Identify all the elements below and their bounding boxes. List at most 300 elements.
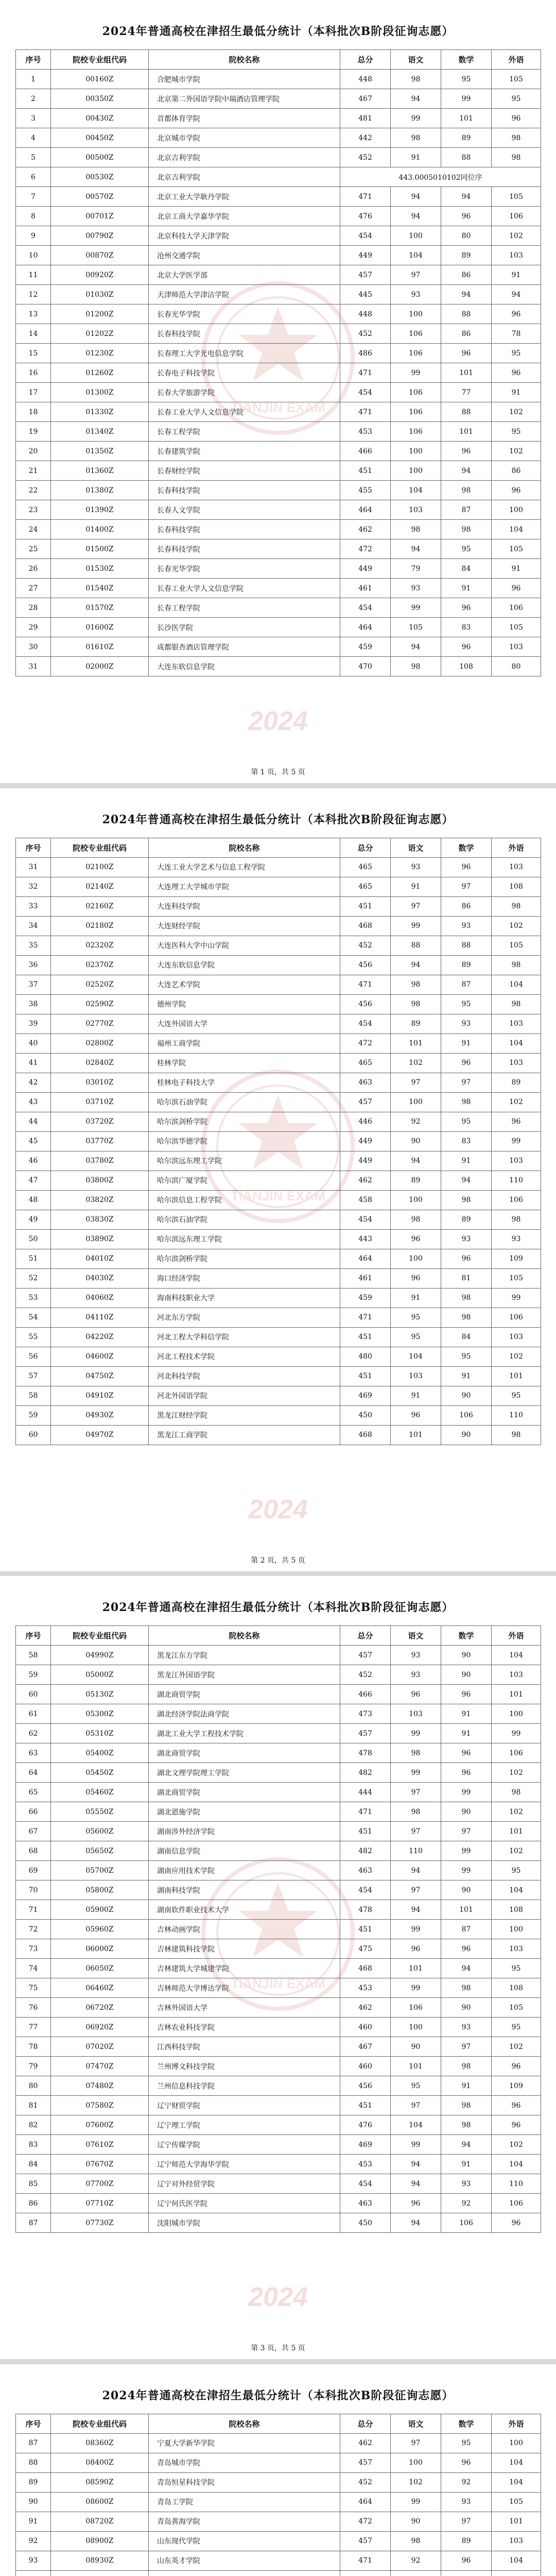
cell-school-name: 沧州交通学院 [149, 246, 340, 265]
cell-total: 442 [340, 128, 391, 148]
cell-math: 83 [441, 1131, 492, 1151]
cell-school-name: 长春人文学院 [149, 500, 340, 520]
cell-school-name: 天津师范大学津沽学院 [149, 285, 340, 304]
cell-total: 453 [340, 422, 391, 442]
cell-school-name: 吉林动画学院 [149, 1920, 340, 1939]
cell-school-name: 长春电子科技学院 [149, 363, 340, 383]
cell-math: 96 [441, 598, 492, 618]
table-row [16, 1014, 541, 1033]
col-header-chinese: 语文 [391, 50, 441, 70]
cell-foreign: 96 [492, 2096, 541, 2115]
cell-total: 471 [340, 1308, 391, 1327]
cell-school-name: 湖南科技学院 [149, 1880, 340, 1900]
cell-foreign: 96 [492, 2115, 541, 2135]
cell-total: 472 [340, 1033, 391, 1053]
table-row [16, 2531, 541, 2551]
table-row [16, 422, 541, 442]
cell-school-name: 长春工业大学人文信息学院 [149, 579, 340, 598]
cell-chinese: 93 [391, 1646, 441, 1665]
cell-school-name: 大连外国语大学 [149, 1014, 340, 1033]
cell-total: 450 [340, 1405, 391, 1425]
cell-chinese: 98 [391, 975, 441, 994]
cell-total: 464 [340, 1249, 391, 1268]
cell-chinese: 102 [391, 2472, 441, 2492]
cell-foreign: 99 [492, 1724, 541, 1743]
cell-school-name: 湖北商贸学院 [149, 1743, 340, 1763]
cell-total: 462 [340, 520, 391, 539]
cell-code: 02770Z [51, 1014, 149, 1033]
cell-chinese: 94 [391, 207, 441, 226]
cell-foreign: 95 [492, 2018, 541, 2037]
cell-school-name: 大连东软信息学院 [149, 657, 340, 676]
cell-total: 457 [340, 1646, 391, 1665]
cell-school-name: 湖北工业大学工程技术学院 [149, 1724, 340, 1743]
cell-code: 07670Z [51, 2155, 149, 2174]
cell-total: 449 [340, 246, 391, 265]
table-row [16, 2213, 541, 2233]
cell-index: 70 [16, 1880, 51, 1900]
cell-index: 45 [16, 1131, 51, 1151]
cell-foreign: 104 [492, 2472, 541, 2492]
cell-chinese: 91 [391, 148, 441, 167]
cell-school-name: 海口经济学院 [149, 1268, 340, 1288]
cell-foreign: 98 [492, 128, 541, 148]
cell-chinese: 101 [391, 1033, 441, 1053]
cell-math: 89 [441, 1210, 492, 1229]
cell-foreign: 105 [492, 539, 541, 559]
cell-chinese: 92 [391, 1112, 441, 1131]
cell-code: 05700Z [51, 1861, 149, 1880]
cell-math: 93 [441, 1229, 492, 1249]
table-row [16, 246, 541, 265]
cell-math: 94 [441, 2135, 492, 2155]
cell-school-name: 辽宁传媒学院 [149, 2135, 340, 2155]
cell-index: 28 [16, 598, 51, 618]
cell-chinese: 101 [391, 1959, 441, 1978]
cell-foreign: 105 [492, 936, 541, 955]
cell-chinese: 90 [391, 2512, 441, 2531]
cell-foreign: 104 [492, 975, 541, 994]
cell-index: 86 [16, 2194, 51, 2213]
cell-math: 97 [441, 2512, 492, 2531]
cell-math: 90 [441, 1802, 492, 1822]
watermark-year: 2024 [248, 706, 308, 736]
col-header-code: 院校专业组代码 [51, 50, 149, 70]
cell-code: 00570Z [51, 187, 149, 207]
cell-total: 473 [340, 1704, 391, 1724]
cell-index: 20 [16, 442, 51, 461]
cell-chinese: 97 [391, 1822, 441, 1841]
cell-foreign: 95 [492, 1861, 541, 1880]
cell-chinese: 106 [391, 402, 441, 422]
cell-total: 457 [340, 1724, 391, 1743]
cell-foreign: 110 [492, 1405, 541, 1425]
cell-code: 07580Z [51, 2096, 149, 2115]
cell-school-name: 湖南信息学院 [149, 1841, 340, 1861]
cell-code: 06000Z [51, 1939, 149, 1959]
cell-index: 33 [16, 896, 51, 916]
cell-foreign: 91 [492, 265, 541, 285]
cell-index: 74 [16, 1959, 51, 1978]
table-row [16, 1880, 541, 1900]
cell-code: 02320Z [51, 936, 149, 955]
cell-total: 456 [340, 955, 391, 975]
cell-math: 108 [441, 657, 492, 676]
cell-foreign: 103 [492, 857, 541, 877]
cell-total: 464 [340, 2492, 391, 2512]
cell-math: 94 [441, 285, 492, 304]
cell-total: 456 [340, 2076, 391, 2096]
cell-total: 454 [340, 2174, 391, 2194]
cell-code: 06920Z [51, 2018, 149, 2037]
cell-school-name: 湖南涉外经济学院 [149, 1822, 340, 1841]
cell-index: 54 [16, 1308, 51, 1327]
cell-note: 443.0005010102同位序 [340, 167, 541, 187]
cell-total: 475 [340, 1939, 391, 1959]
cell-foreign: 95 [492, 422, 541, 442]
cell-code: 04750Z [51, 1366, 149, 1386]
cell-school-name: 河北工程技术学院 [149, 1347, 340, 1366]
cell-total: 471 [340, 1802, 391, 1822]
cell-code: 07730Z [51, 2213, 149, 2233]
table-row [16, 70, 541, 89]
cell-chinese: 99 [391, 109, 441, 128]
cell-school-name: 长春科技学院 [149, 324, 340, 344]
cell-math: 98 [441, 1978, 492, 1998]
cell-school-name: 吉林师范大学博达学院 [149, 1978, 340, 1998]
cell-chinese: 99 [391, 1978, 441, 1998]
cell-school-name: 长春财经学院 [149, 461, 340, 481]
cell-total: 464 [340, 500, 391, 520]
cell-foreign: 80 [492, 657, 541, 676]
table-header-row [16, 2414, 541, 2433]
cell-math: 88 [441, 402, 492, 422]
cell-index: 30 [16, 637, 51, 657]
cell-school-name: 大连工业大学艺术与信息工程学院 [149, 857, 340, 877]
cell-math: 96 [441, 2551, 492, 2570]
cell-code: 00500Z [51, 148, 149, 167]
table-row [16, 1822, 541, 1841]
cell-foreign: 93 [492, 1229, 541, 1249]
cell-code: 03820Z [51, 1190, 149, 1210]
cell-foreign: 86 [492, 461, 541, 481]
cell-math: 89 [441, 246, 492, 265]
cell-chinese: 95 [391, 1308, 441, 1327]
col-header-math: 数学 [441, 838, 492, 857]
table-row [16, 936, 541, 955]
cell-school-name: 大连艺术学院 [149, 975, 340, 994]
cell-index: 60 [16, 1685, 51, 1704]
cell-total: 471 [340, 975, 391, 994]
table-row [16, 1171, 541, 1190]
cell-code: 01202Z [51, 324, 149, 344]
cell-total: 462 [340, 1171, 391, 1190]
cell-chinese [391, 2570, 441, 2576]
cell-math: 91 [441, 1704, 492, 1724]
cell-total: 466 [340, 1685, 391, 1704]
cell-index: 7 [16, 187, 51, 207]
cell-code: 01340Z [51, 422, 149, 442]
cell-school-name: 哈尔滨远东理工学院 [149, 1229, 340, 1249]
cell-school-name: 大连科技学院 [149, 896, 340, 916]
cell-code: 08600Z [51, 2492, 149, 2512]
cell-school-name: 湖北商贸学院 [149, 1783, 340, 1802]
cell-chinese: 99 [391, 363, 441, 383]
cell-index: 58 [16, 1386, 51, 1405]
cell-chinese: 99 [391, 598, 441, 618]
table-row [16, 2551, 541, 2570]
cell-index: 31 [16, 657, 51, 676]
col-header-chinese: 语文 [391, 1626, 441, 1646]
cell-chinese: 106 [391, 324, 441, 344]
cell-code: 05900Z [51, 1900, 149, 1920]
cell-code: 06720Z [51, 1998, 149, 2018]
cell-code: 03770Z [51, 1131, 149, 1151]
table-row [16, 2472, 541, 2492]
cell-index: 42 [16, 1073, 51, 1092]
table-row [16, 1131, 541, 1151]
cell-foreign: 100 [492, 1920, 541, 1939]
cell-school-name: 哈尔滨石油学院 [149, 1092, 340, 1112]
cell-chinese: 94 [391, 955, 441, 975]
cell-foreign: 102 [492, 226, 541, 246]
table-header-row [16, 838, 541, 857]
cell-total: 465 [340, 857, 391, 877]
cell-foreign: 100 [492, 2433, 541, 2453]
table-row [16, 461, 541, 481]
cell-code: 01300Z [51, 383, 149, 402]
cell-code: 02370Z [51, 955, 149, 975]
table-row [16, 1959, 541, 1978]
cell-total: 451 [340, 896, 391, 916]
cell-math: 95 [441, 2433, 492, 2453]
cell-total: 463 [340, 2194, 391, 2213]
cell-foreign: 108 [492, 1900, 541, 1920]
cell-code: 00870Z [51, 246, 149, 265]
cell-total: 463 [340, 1861, 391, 1880]
cell-total: 459 [340, 1288, 391, 1308]
cell-math: 88 [441, 936, 492, 955]
cell-math: 87 [441, 975, 492, 994]
col-header-school: 院校名称 [149, 2414, 340, 2433]
cell-total: 448 [340, 304, 391, 324]
col-header-foreign: 外语 [492, 2414, 541, 2433]
table-row [16, 1802, 541, 1822]
table-row [16, 1665, 541, 1685]
cell-index: 27 [16, 579, 51, 598]
cell-math: 86 [441, 265, 492, 285]
cell-chinese: 101 [391, 2057, 441, 2076]
cell-total: 454 [340, 1014, 391, 1033]
cell-school-name: 北京城市学院 [149, 128, 340, 148]
cell-foreign: 98 [492, 1210, 541, 1229]
cell-chinese: 97 [391, 1073, 441, 1092]
cell-total: 464 [340, 618, 391, 637]
cell-math: 83 [441, 618, 492, 637]
cell-foreign: 102 [492, 402, 541, 422]
table-row [16, 207, 541, 226]
cell-index: 4 [16, 128, 51, 148]
cell-total: 457 [340, 265, 391, 285]
cell-foreign: 98 [492, 896, 541, 916]
col-header-code: 院校专业组代码 [51, 1626, 149, 1646]
cell-math: 98 [441, 520, 492, 539]
cell-foreign: 105 [492, 70, 541, 89]
cell-code: 05550Z [51, 1802, 149, 1822]
cell-school-name: 湖北经济学院法商学院 [149, 1704, 340, 1724]
cell-foreign: 95 [492, 89, 541, 109]
cell-math: 93 [441, 2492, 492, 2512]
cell-code: 04010Z [51, 1249, 149, 1268]
cell-math: 96 [441, 1763, 492, 1783]
cell-code: 02590Z [51, 994, 149, 1014]
cell-foreign: 103 [492, 1053, 541, 1073]
cell-foreign: 105 [492, 1998, 541, 2018]
cell-foreign: 100 [492, 500, 541, 520]
table-row [16, 285, 541, 304]
cell-index: 48 [16, 1190, 51, 1210]
cell-chinese: 98 [391, 1210, 441, 1229]
cell-index: 46 [16, 1151, 51, 1171]
cell-math: 96 [441, 1939, 492, 1959]
table-row [16, 324, 541, 344]
cell-total: 469 [340, 1386, 391, 1405]
cell-math: 91 [441, 2155, 492, 2174]
cell-foreign: 100 [492, 1704, 541, 1724]
cell-index: 77 [16, 2018, 51, 2037]
cell-code: 04910Z [51, 1386, 149, 1405]
cell-total: 452 [340, 324, 391, 344]
cell-foreign: 104 [492, 2453, 541, 2472]
cell-index: 81 [16, 2096, 51, 2115]
cell-math: 92 [441, 2194, 492, 2213]
cell-math: 97 [441, 1822, 492, 1841]
cell-index: 23 [16, 500, 51, 520]
cell-chinese: 91 [391, 1288, 441, 1308]
cell-foreign: 103 [492, 1327, 541, 1347]
cell-code: 01610Z [51, 637, 149, 657]
cell-index: 49 [16, 1210, 51, 1229]
cell-chinese: 100 [391, 1249, 441, 1268]
table-row [16, 109, 541, 128]
cell-math: 99 [441, 1861, 492, 1880]
cell-chinese: 98 [391, 1802, 441, 1822]
table-row [16, 579, 541, 598]
table-row [16, 1366, 541, 1386]
cell-math: 90 [441, 1880, 492, 1900]
table-row [16, 520, 541, 539]
col-header-index: 序号 [16, 50, 51, 70]
document-page [0, 788, 556, 1571]
cell-math: 98 [441, 481, 492, 500]
cell-foreign: 108 [492, 877, 541, 896]
cell-math: 94 [441, 1171, 492, 1190]
document-page [0, 0, 556, 783]
cell-chinese: 91 [391, 1386, 441, 1405]
cell-foreign: 103 [492, 246, 541, 265]
cell-index: 80 [16, 2076, 51, 2096]
cell-index: 65 [16, 1783, 51, 1802]
cell-index: 18 [16, 402, 51, 422]
cell-code: 03720Z [51, 1112, 149, 1131]
cell-chinese: 100 [391, 226, 441, 246]
cell-index: 93 [16, 2551, 51, 2570]
cell-school-name: 青岛城市学院 [149, 2453, 340, 2472]
cell-math: 96 [441, 1685, 492, 1704]
table-row [16, 1646, 541, 1665]
cell-math: 87 [441, 500, 492, 520]
cell-math: 87 [441, 1920, 492, 1939]
cell-school-name: 辽宁何氏医学院 [149, 2194, 340, 2213]
cell-index: 19 [16, 422, 51, 442]
cell-total: 453 [340, 2155, 391, 2174]
table-row [16, 1783, 541, 1802]
cell-code: 05460Z [51, 1783, 149, 1802]
table-row [16, 1308, 541, 1327]
score-table [15, 2414, 541, 2576]
col-header-code: 院校专业组代码 [51, 2414, 149, 2433]
cell-foreign: 108 [492, 1978, 541, 1998]
cell-total: 454 [340, 226, 391, 246]
cell-code: 05310Z [51, 1724, 149, 1743]
table-row [16, 1405, 541, 1425]
cell-index: 52 [16, 1268, 51, 1288]
cell-index: 34 [16, 916, 51, 936]
cell-math: 99 [441, 1841, 492, 1861]
table-row [16, 1151, 541, 1171]
cell-index: 78 [16, 2037, 51, 2057]
table-row [16, 994, 541, 1014]
table-row [16, 1939, 541, 1959]
cell-chinese: 99 [391, 1920, 441, 1939]
cell-index: 35 [16, 936, 51, 955]
cell-foreign: 105 [492, 2492, 541, 2512]
page-footer: 第 3 页，共 5 页 [251, 2344, 305, 2352]
cell-chinese: 94 [391, 2213, 441, 2233]
cell-total: 462 [340, 1998, 391, 2018]
cell-school-name: 湖北恩施学院 [149, 1802, 340, 1822]
cell-index: 55 [16, 1327, 51, 1347]
table-row [16, 2453, 541, 2472]
cell-total: 451 [340, 1327, 391, 1347]
table-row [16, 1861, 541, 1880]
cell-chinese: 104 [391, 481, 441, 500]
page-title: 2024年普通高校在津招生最低分统计（本科批次B阶段征询志愿） [102, 2388, 454, 2402]
cell-math: 94 [441, 1959, 492, 1978]
cell-index: 17 [16, 383, 51, 402]
cell-total: 471 [340, 187, 391, 207]
cell-index: 29 [16, 618, 51, 637]
cell-foreign: 96 [492, 363, 541, 383]
cell-chinese: 100 [391, 461, 441, 481]
cell-foreign: 106 [492, 2194, 541, 2213]
cell-school-name: 桂林学院 [149, 1053, 340, 1073]
cell-index: 32 [16, 877, 51, 896]
cell-total: 476 [340, 207, 391, 226]
cell-chinese: 98 [391, 657, 441, 676]
cell-index: 92 [16, 2531, 51, 2551]
cell-total: 478 [340, 1900, 391, 1920]
cell-chinese: 90 [391, 2037, 441, 2057]
cell-total: 452 [340, 936, 391, 955]
cell-chinese: 96 [391, 1405, 441, 1425]
cell-code: 07600Z [51, 2115, 149, 2135]
cell-foreign: 102 [492, 1092, 541, 1112]
table-row [16, 2057, 541, 2076]
table-row [16, 1743, 541, 1763]
cell-school-name: 北京吉利学院 [149, 148, 340, 167]
cell-code: 01230Z [51, 344, 149, 363]
